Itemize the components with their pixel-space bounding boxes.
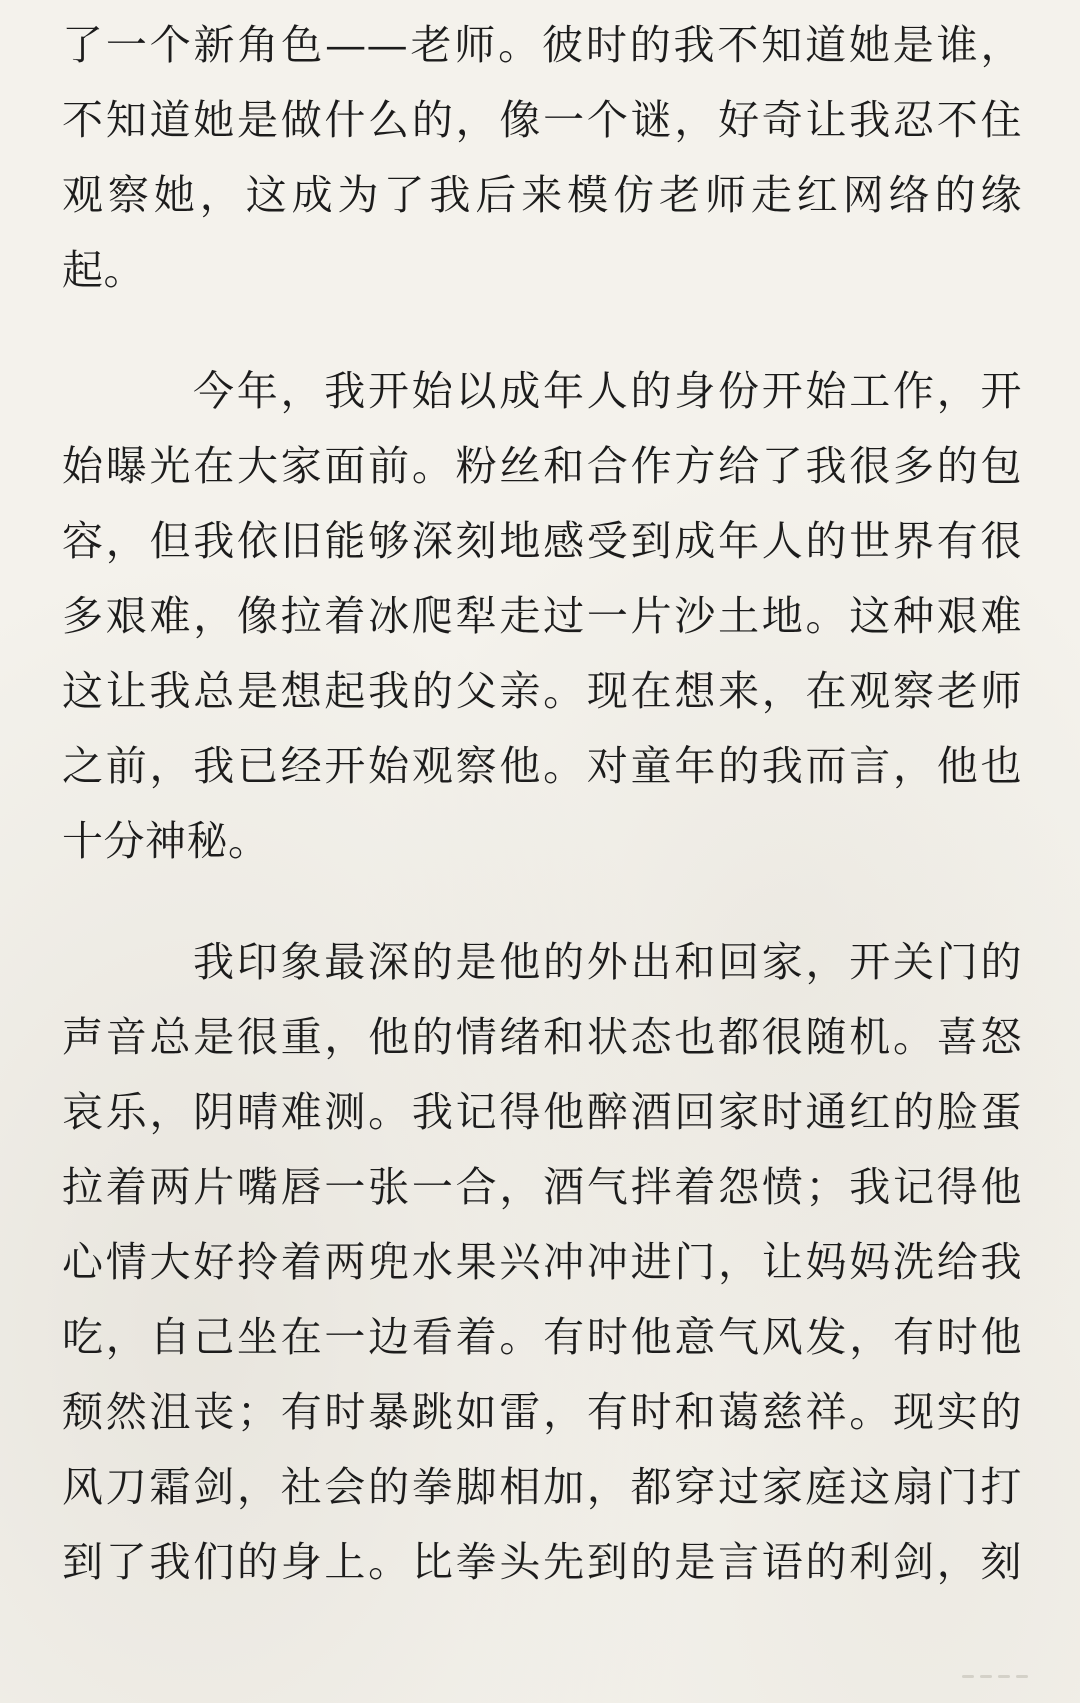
text-line: 容，但我依旧能够深刻地感受到成年人的世界有很	[62, 517, 1022, 565]
text-line: 吃，自己坐在一边看着。有时他意气风发，有时他	[62, 1313, 1022, 1361]
watermark-mark	[962, 1663, 1052, 1677]
text-line: 之前，我已经开始观察他。对童年的我而言，他也	[62, 742, 1022, 790]
article-body	[62, 8, 1022, 1600]
text-line: 了一个新角色——老师。彼时的我不知道她是谁，	[62, 21, 1022, 69]
text-line: 今年，我开始以成年人的身份开始工作，开	[193, 367, 1022, 415]
text-line: 我印象最深的是他的外出和回家，开关门的	[193, 938, 1022, 986]
text-line: 这让我总是想起我的父亲。现在想来，在观察老师	[62, 667, 1022, 715]
text-line: 风刀霜剑，社会的拳脚相加，都穿过家庭这扇门打	[62, 1463, 1022, 1511]
paragraph-1	[62, 8, 1022, 308]
paragraph-3	[62, 925, 1022, 1600]
paragraph-gap	[62, 879, 1022, 925]
text-line: 心情大好拎着两兜水果兴冲冲进门，让妈妈洗给我	[62, 1238, 1022, 1286]
text-line: 声音总是很重，他的情绪和状态也都很随机。喜怒	[62, 1013, 1022, 1061]
text-line: 起。	[62, 246, 145, 294]
text-line: 哀乐，阴晴难测。我记得他醉酒回家时通红的脸蛋	[62, 1088, 1022, 1136]
text-line: 十分神秘。	[62, 817, 270, 865]
paragraph-gap	[62, 308, 1022, 354]
paragraph-2	[62, 354, 1022, 879]
text-line: 到了我们的身上。比拳头先到的是言语的利剑，刻	[62, 1538, 1022, 1586]
text-line: 拉着两片嘴唇一张一合，酒气拌着怨愤；我记得他	[62, 1163, 1022, 1211]
text-line: 颓然沮丧；有时暴跳如雷，有时和蔼慈祥。现实的	[62, 1388, 1022, 1436]
text-line: 始曝光在大家面前。粉丝和合作方给了我很多的包	[62, 442, 1022, 490]
text-line: 多艰难，像拉着冰爬犁走过一片沙土地。这种艰难	[62, 592, 1022, 640]
text-line: 不知道她是做什么的，像一个谜，好奇让我忍不住	[62, 96, 1022, 144]
text-line: 观察她，这成为了我后来模仿老师走红网络的缘	[62, 171, 1022, 219]
